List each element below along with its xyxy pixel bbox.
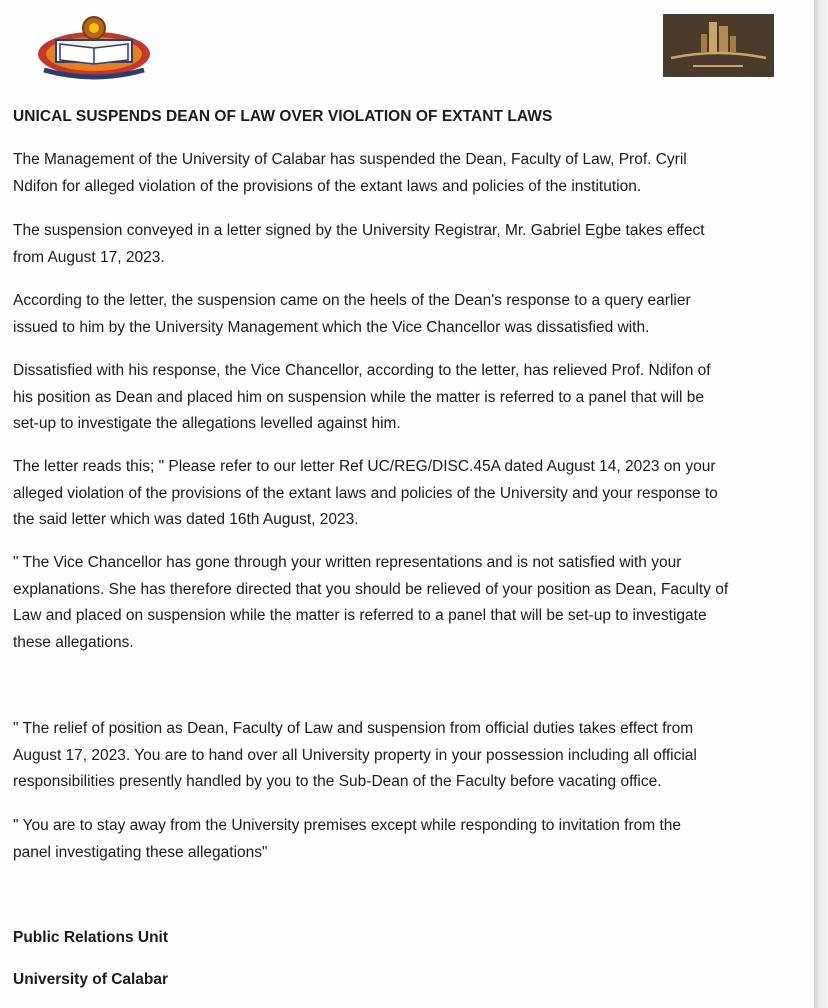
paragraph-effective-date: The suspension conveyed in a letter signed by the University Registrar, Mr. Gabriel Egbe takes effect from August 17, 2023. <box>13 222 705 266</box>
paragraph-relief-of-position: " The relief of position as Dean, Faculty of Law and suspension from official duties takes effect from August 17, 2023. You are to hand over all University property in your possession including all official responsibilities presently handled by you to the Sub-Dean of the Faculty before vacating office. <box>13 720 697 790</box>
document-title: UNICAL SUSPENDS DEAN OF LAW OVER VIOLATION OF EXTANT LAWS <box>13 108 553 125</box>
paragraph-vc-decision: Dissatisfied with his response, the Vice Chancellor, according to the letter, has relieved Prof. Ndifon of his position as Dean and placed him on suspension while the matter is referred to a panel that will be set-up to investigate the allegations levelled against him. <box>13 362 711 432</box>
building-emblem-icon <box>663 14 774 77</box>
signature-unit: Public Relations Unit <box>13 929 169 946</box>
paragraph-vc-representations: " The Vice Chancellor has gone through your written representations and is not satisfied with your explanations. She has therefore directed that you should be relieved of your position as Dean, Faculty of Law and placed on suspension while the matter is referred to a panel that will be set-up to investigate these allegations. <box>13 554 729 651</box>
paragraph-query-response: According to the letter, the suspension came on the heels of the Dean's response to a query earlier issued to him by the University Management which the Vice Chancellor was dissatisfied with. <box>13 292 691 336</box>
university-crest-icon <box>34 14 154 80</box>
paragraph-letter-quote: The letter reads this; " Please refer to our letter Ref UC/REG/DISC.45A dated August 14, 2023 on your alleged violation of the provisions of the extant laws and policies of the University and your response to the said letter which was dated 16th August, 2023. <box>13 458 718 528</box>
paragraph-suspension-announcement: The Management of the University of Calabar has suspended the Dean, Faculty of Law, Prof. Cyril Ndifon for alleged violation of the provisions of the extant laws and policies of the institution. <box>13 151 687 195</box>
page-edge-shadow <box>814 0 828 1008</box>
signature-institution: University of Calabar <box>13 971 169 988</box>
paragraph-stay-away: " You are to stay away from the University premises except while responding to invitation from the panel investigating these allegations" <box>13 817 682 861</box>
